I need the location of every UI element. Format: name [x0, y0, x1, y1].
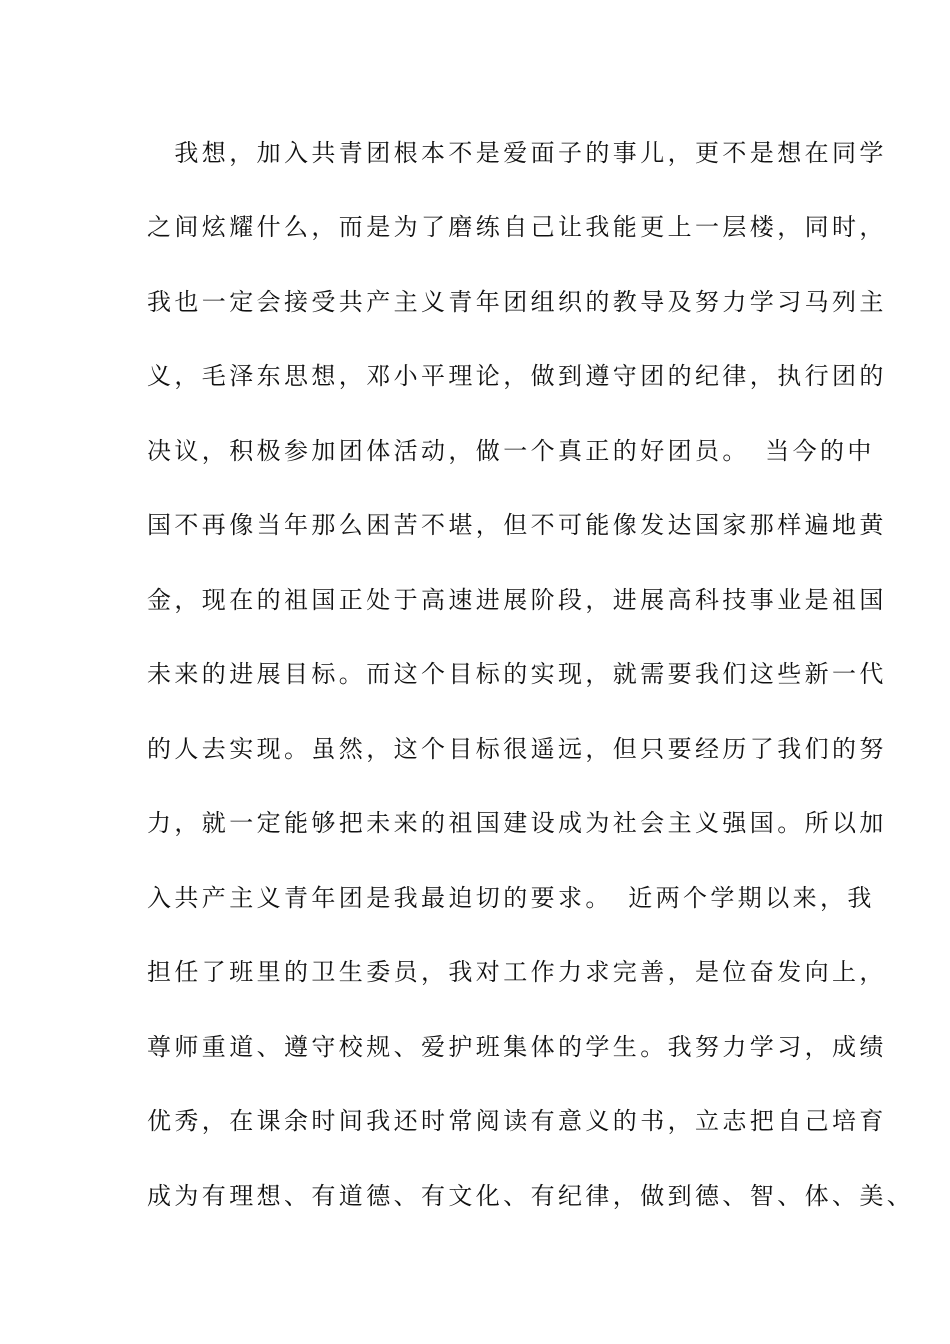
text-line-12: 担任了班里的卫生委员，我对工作力求完善，是位奋发向上，: [147, 958, 887, 986]
text-line-5: 决议，积极参加团体活动，做一个真正的好团员。 当今的中: [147, 437, 875, 465]
text-line-1: 我想，加入共青团根本不是爱面子的事儿，更不是想在同学: [147, 139, 887, 167]
text-line-9: 的人去实现。虽然，这个目标很遥远，但只要经历了我们的努: [147, 735, 887, 763]
text-line-13: 尊师重道、遵守校规、爱护班集体的学生。我努力学习，成绩: [147, 1033, 887, 1061]
text-line-7: 金，现在的祖国正处于高速进展阶段，进展高科技事业是祖国: [147, 586, 887, 614]
text-line-11: 入共产主义青年团是我最迫切的要求。 近两个学期以来，我: [147, 884, 875, 912]
text-line-10: 力，就一定能够把未来的祖国建设成为社会主义强国。所以加: [147, 809, 887, 837]
text-line-2: 之间炫耀什么，而是为了磨练自己让我能更上一层楼，同时，: [147, 213, 887, 241]
text-line-14: 优秀，在课余时间我还时常阅读有意义的书，立志把自己培育: [147, 1107, 887, 1135]
text-line-15: 成为有理想、有道德、有文化、有纪律，做到德、智、体、美、: [147, 1182, 915, 1210]
text-line-8: 未来的进展目标。而这个目标的实现，就需要我们这些新一代: [147, 660, 887, 688]
text-line-3: 我也一定会接受共产主义青年团组织的教导及努力学习马列主: [147, 288, 887, 316]
text-line-4: 义，毛泽东思想，邓小平理论，做到遵守团的纪律，执行团的: [147, 362, 887, 390]
text-line-6: 国不再像当年那么困苦不堪，但不可能像发达国家那样遍地黄: [147, 511, 887, 539]
